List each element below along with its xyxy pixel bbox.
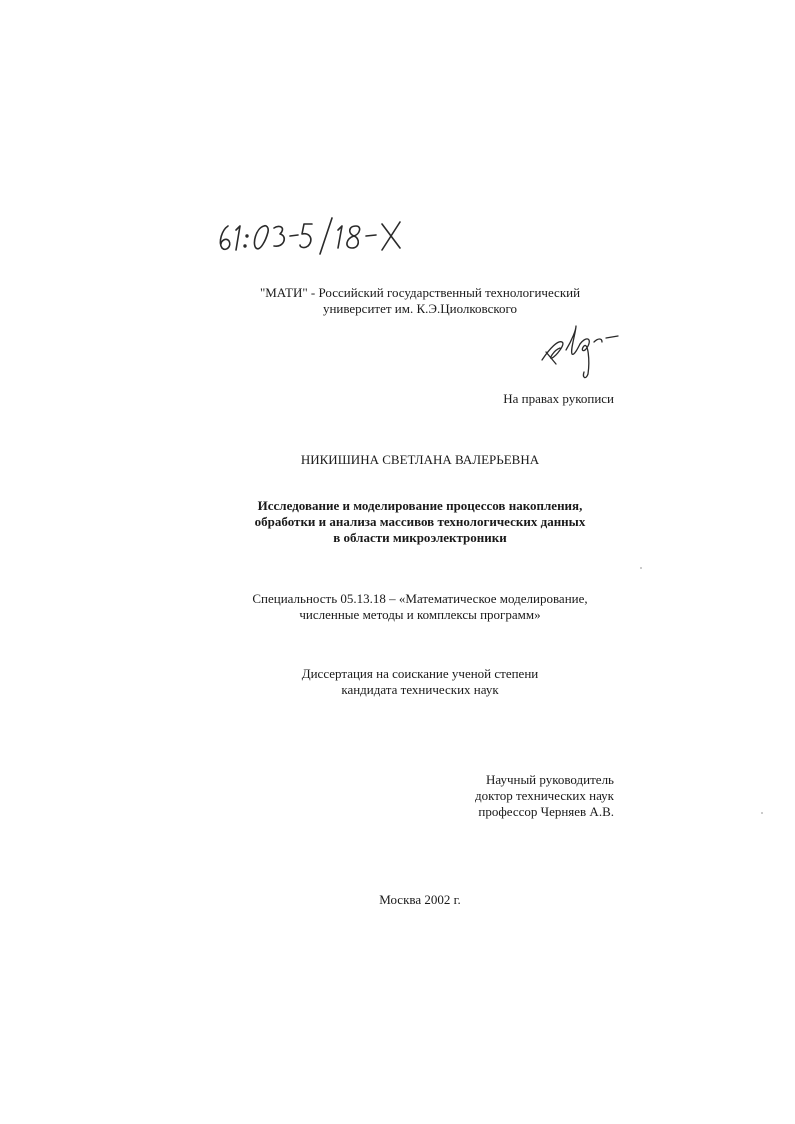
supervisor-line-2: доктор технических наук — [474, 788, 614, 803]
dissertation-title — [0, 498, 795, 546]
author-signature — [536, 320, 626, 382]
title-line-3: в области микроэлектроники — [333, 530, 507, 545]
degree-statement — [0, 666, 795, 698]
institution-line-1: "МАТИ" - Российский государственный технологический — [259, 285, 581, 300]
author-block — [0, 452, 795, 468]
author-name: НИКИШИНА СВЕТЛАНА ВАЛЕРЬЕВНА — [300, 452, 540, 467]
scan-speck — [761, 812, 763, 814]
handwritten-archive-code — [214, 214, 414, 258]
title-line-1: Исследование и моделирование процессов накопления, — [257, 498, 583, 513]
degree-line-1: Диссертация на соискание ученой степени — [301, 666, 539, 681]
specialty — [0, 591, 795, 623]
manuscript-rights — [380, 391, 614, 407]
supervisor — [380, 772, 614, 820]
place-year — [0, 892, 795, 908]
degree-line-2: кандидата технических наук — [341, 682, 499, 697]
title-line-2: обработки и анализа массивов технологических данных — [254, 514, 586, 529]
institution-name — [0, 285, 795, 317]
place-year-text: Москва 2002 г. — [379, 892, 461, 907]
supervisor-line-1: Научный руководитель — [485, 772, 614, 787]
specialty-line-1: Специальность 05.13.18 – «Математическое моделирование, — [252, 591, 588, 606]
supervisor-line-3: профессор Черняев А.В. — [478, 804, 614, 819]
specialty-line-2: численные методы и комплексы программ» — [299, 607, 541, 622]
scan-speck — [640, 567, 642, 569]
manuscript-rights-text: На правах рукописи — [503, 391, 614, 406]
institution-line-2: университет им. К.Э.Циолковского — [322, 301, 518, 316]
